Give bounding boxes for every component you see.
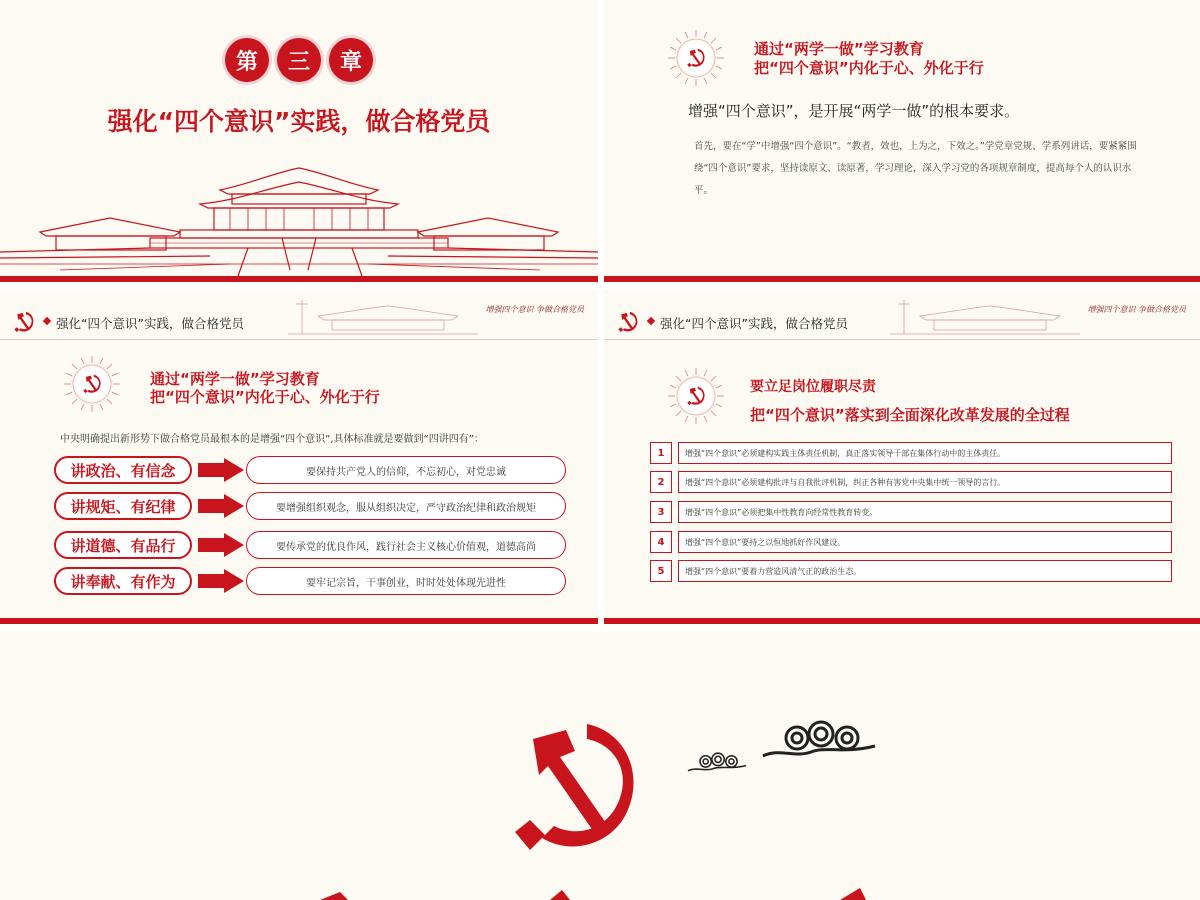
tiananmen-silhouette-icon	[288, 296, 478, 336]
heading-line-1: 通过“两学一做”学习教育	[150, 370, 320, 388]
heading-line-1: 要立足岗位履职尽责	[750, 379, 876, 395]
chapter-char-3: 章	[329, 38, 373, 82]
point-text: 要保持共产党人的信仰，不忘初心，对党忠诚	[246, 456, 566, 484]
list-item	[650, 560, 1172, 582]
party-emblem-icon	[614, 310, 642, 334]
list-number: 2	[650, 471, 672, 493]
chapter-char-2: 三	[277, 38, 321, 82]
slide-emblem-cover[interactable]	[0, 632, 1200, 900]
list-item	[650, 442, 1172, 464]
list-item	[650, 501, 1172, 523]
auspicious-cloud-icon	[686, 750, 748, 776]
slide-bottom-bar	[0, 618, 598, 624]
heading-line-1: 通过“两学一做”学习教育	[754, 40, 924, 58]
slide-header	[604, 290, 1200, 340]
diamond-bullet-icon	[647, 317, 655, 325]
chapter-label	[0, 38, 598, 82]
point-text: 要传承党的优良作风，践行社会主义核心价值观，道德高尚	[246, 531, 566, 559]
auspicious-cloud-icon	[758, 718, 880, 764]
party-emblem-icon	[10, 310, 38, 334]
point-label: 讲规矩、有纪律	[54, 492, 192, 520]
heading-line-2: 把“四个意识”内化于心、外化于行	[754, 59, 984, 77]
party-emblem-icon	[62, 354, 122, 414]
header-title: 强化“四个意识”实践，做合格党员	[660, 316, 848, 331]
slide-bottom-bar	[0, 276, 598, 282]
palace-illustration-icon	[0, 160, 598, 278]
heading-line-2: 把“四个意识”内化于心、外化于行	[150, 388, 380, 406]
slide-header	[0, 290, 598, 340]
chapter-char-1: 第	[225, 38, 269, 82]
list-number: 4	[650, 531, 672, 553]
slide-heading	[150, 370, 380, 406]
point-text: 要增强组织观念，服从组织决定，严守政治纪律和政治规矩	[246, 492, 566, 520]
tiananmen-silhouette-icon	[890, 296, 1080, 336]
list-number: 5	[650, 560, 672, 582]
list-text: 增强“四个意识”要着力营造风清气正的政治生态。	[678, 560, 1172, 582]
list-number: 1	[650, 442, 672, 464]
diamond-bullet-icon	[43, 317, 51, 325]
point-label: 讲道德、有品行	[54, 531, 192, 559]
right-arrow-icon	[198, 533, 244, 557]
slide-chapter-three[interactable]	[0, 0, 598, 282]
slide-study-education[interactable]	[604, 0, 1200, 282]
list-item	[650, 531, 1172, 553]
list-number: 3	[650, 501, 672, 523]
point-label: 讲政治、有信念	[54, 456, 192, 484]
right-arrow-icon	[198, 569, 244, 593]
point-row	[54, 456, 566, 484]
slide-bottom-bar	[604, 618, 1200, 624]
list-item	[650, 471, 1172, 493]
slide-heading	[754, 40, 984, 78]
list-text: 增强“四个意识”必须建构批评与自我批评机制，纠正各种有害党中央集中统一领导的言行。	[678, 471, 1172, 493]
point-row	[54, 492, 566, 520]
point-text: 要牢记宗旨，干事创业，时时处处体现先进性	[246, 567, 566, 595]
intro-text: 中央明确提出新形势下做合格党员最根本的是增强“四个意识”,具体标准就是要做到“四讲四有”：	[60, 434, 484, 445]
header-slogan: 增强四个意识 争做合格党员	[1087, 305, 1186, 314]
heading-line-2: 把“四个意识”落实到全面深化改革发展的全过程	[750, 406, 1070, 424]
decorative-brush-strokes-icon	[300, 886, 880, 900]
body-text: 首先，要在“学”中增强“四个意识”。“教者，效也，上为之，下效之。”学党章党规、学系列讲话，要紧紧围绕“四个意识”要求，坚持读原文、读原著，学习理论，深入学习党的各项规章制度，提高每个人的认识水平。	[694, 141, 1137, 196]
lead-text: 增强“四个意识”，是开展“两学一做”的根本要求。	[688, 102, 1020, 120]
header-title: 强化“四个意识”实践，做合格党员	[56, 316, 244, 331]
slide-fulfill-duties[interactable]	[604, 290, 1200, 624]
slide-bottom-bar	[604, 276, 1200, 282]
party-emblem-icon	[500, 712, 650, 862]
list-text: 增强“四个意识”要持之以恒地抓好作风建设。	[678, 531, 1172, 553]
slide-title: 强化“四个意识”实践，做合格党员	[107, 107, 491, 136]
list-text: 增强“四个意识”必须把集中性教育向经常性教育转变。	[678, 501, 1172, 523]
header-slogan: 增强四个意识 争做合格党员	[485, 305, 584, 314]
party-emblem-icon	[666, 366, 726, 426]
right-arrow-icon	[198, 494, 244, 518]
point-row	[54, 531, 566, 559]
point-label: 讲奉献、有作为	[54, 567, 192, 595]
party-emblem-icon	[666, 28, 726, 88]
point-row	[54, 567, 566, 595]
slide-four-talks[interactable]	[0, 290, 598, 624]
list-text: 增强“四个意识”必须建构实践主体责任机制，真正落实领导干部在集体行动中的主体责任。	[678, 442, 1172, 464]
right-arrow-icon	[198, 458, 244, 482]
